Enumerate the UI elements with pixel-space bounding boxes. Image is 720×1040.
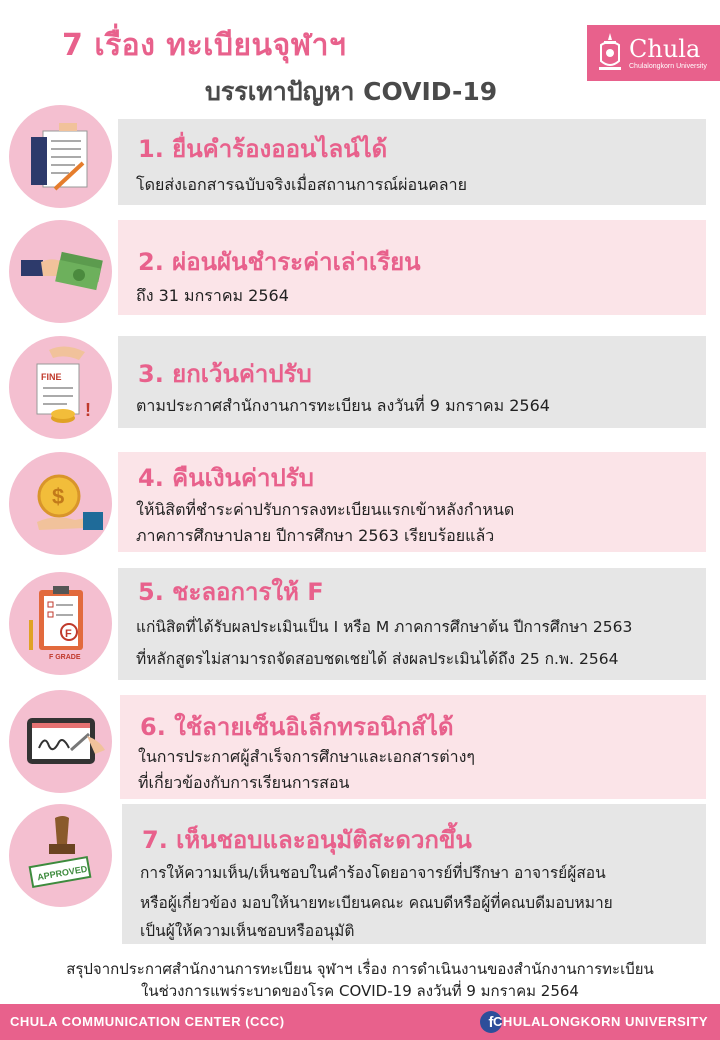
item-text: การให้ความเห็น/เห็นชอบในคำร้องโดยอาจารย์ที่ปรึกษา อาจารย์ผู้สอน	[140, 864, 606, 882]
item-text: หรือผู้เกี่ยวข้อง มอบให้นายทะเบียนคณะ คณบดีหรือผู้ที่คณบดีมอบหมาย	[140, 894, 613, 912]
item-card	[122, 804, 706, 944]
page-title: 7 เรื่อง ทะเบียนจุฬาฯ	[62, 28, 347, 63]
approved-stamp-icon	[9, 804, 112, 907]
svg-text:FINE: FINE	[41, 372, 62, 382]
item-text: ในการประกาศผู้สำเร็จการศึกษาและเอกสารต่างๆ	[138, 747, 475, 766]
item-title: 2. ผ่อนผันชำระค่าเล่าเรียน	[138, 248, 421, 276]
item-7	[0, 802, 720, 952]
svg-text:!: !	[85, 400, 91, 420]
item-card	[118, 452, 706, 552]
item-icon-circle	[9, 690, 112, 793]
chula-logo	[587, 25, 720, 81]
document-form-icon	[9, 105, 112, 208]
item-text: ที่เกี่ยวข้องกับการเรียนการสอน	[138, 773, 350, 792]
item-icon-circle	[9, 452, 112, 555]
item-icon-circle	[9, 804, 112, 907]
item-card	[118, 336, 706, 428]
item-2	[0, 220, 720, 330]
item-text: ให้นิสิตที่ชำระค่าปรับการลงทะเบียนแรกเข้าหลังกำหนด	[136, 500, 515, 519]
item-text: แก่นิสิตที่ได้รับผลประเมินเป็น I หรือ M ภาคการศึกษาต้น ปีการศึกษา 2563	[136, 618, 633, 636]
footer-university[interactable]: CHULALONGKORN UNIVERSITY	[493, 1014, 708, 1029]
item-card	[120, 695, 706, 799]
summary-note	[0, 958, 720, 1002]
item-icon-circle	[9, 336, 112, 439]
facebook-icon[interactable]: f	[480, 1011, 502, 1033]
item-card	[118, 568, 706, 680]
cash-hand-icon	[9, 220, 112, 323]
summary-line-2: ในช่วงการแพร่ระบาดของโรค COVID-19 ลงวันที่ 9 มกราคม 2564	[141, 982, 579, 1000]
fine-document-icon	[9, 336, 112, 439]
logo-name: Chula	[629, 34, 701, 63]
item-4	[0, 452, 720, 567]
item-text: เป็นผู้ให้ความเห็นชอบหรืออนุมัติ	[140, 922, 355, 940]
tablet-signature-icon	[9, 690, 112, 793]
item-title: 7. เห็นชอบและอนุมัติสะดวกขึ้น	[142, 826, 472, 854]
item-card	[118, 119, 706, 205]
item-card	[118, 220, 706, 315]
chula-emblem-icon	[595, 31, 625, 75]
item-icon-circle	[9, 105, 112, 208]
coin-hand-icon	[9, 452, 112, 555]
summary-line-1: สรุปจากประกาศสำนักงานการทะเบียน จุฬาฯ เรื่อง การดำเนินงานของสำนักงานการทะเบียน	[66, 960, 654, 978]
item-5	[0, 568, 720, 688]
item-title: 3. ยกเว้นค่าปรับ	[138, 360, 312, 388]
item-icon-circle	[9, 220, 112, 323]
footer-bar	[0, 1004, 720, 1040]
svg-text:F: F	[65, 628, 72, 640]
svg-text:$: $	[52, 484, 65, 509]
item-title: 4. คืนเงินค่าปรับ	[138, 464, 314, 492]
item-title: 5. ชะลอการให้ F	[138, 578, 324, 606]
item-text: ถึง 31 มกราคม 2564	[136, 286, 289, 305]
page-subtitle: บรรเทาปัญหา COVID-19	[205, 77, 498, 106]
item-6	[0, 690, 720, 805]
item-text: ตามประกาศสำนักงานการทะเบียน ลงวันที่ 9 มกราคม 2564	[136, 396, 550, 415]
item-title: 1. ยื่นคำร้องออนไลน์ได้	[138, 135, 388, 163]
approved-label: APPROVED	[36, 863, 89, 883]
item-icon-circle	[9, 572, 112, 675]
logo-subtitle: Chulalongkorn University	[629, 62, 707, 70]
item-3	[0, 336, 720, 446]
item-text: ที่หลักสูตรไม่สามารถจัดสอบชดเชยได้ ส่งผลประเมินได้ถึง 25 ก.พ. 2564	[136, 650, 619, 668]
item-text: โดยส่งเอกสารฉบับจริงเมื่อสถานการณ์ผ่อนคลาย	[136, 175, 467, 194]
footer-org: CHULA COMMUNICATION CENTER (CCC)	[10, 1014, 285, 1029]
item-1	[0, 105, 720, 215]
item-text: ภาคการศึกษาปลาย ปีการศึกษา 2563 เรียบร้อยแล้ว	[136, 526, 495, 545]
item-title: 6. ใช้ลายเซ็นอิเล็กทรอนิกส์ได้	[140, 713, 454, 741]
f-grade-label: F GRADE	[49, 654, 81, 661]
